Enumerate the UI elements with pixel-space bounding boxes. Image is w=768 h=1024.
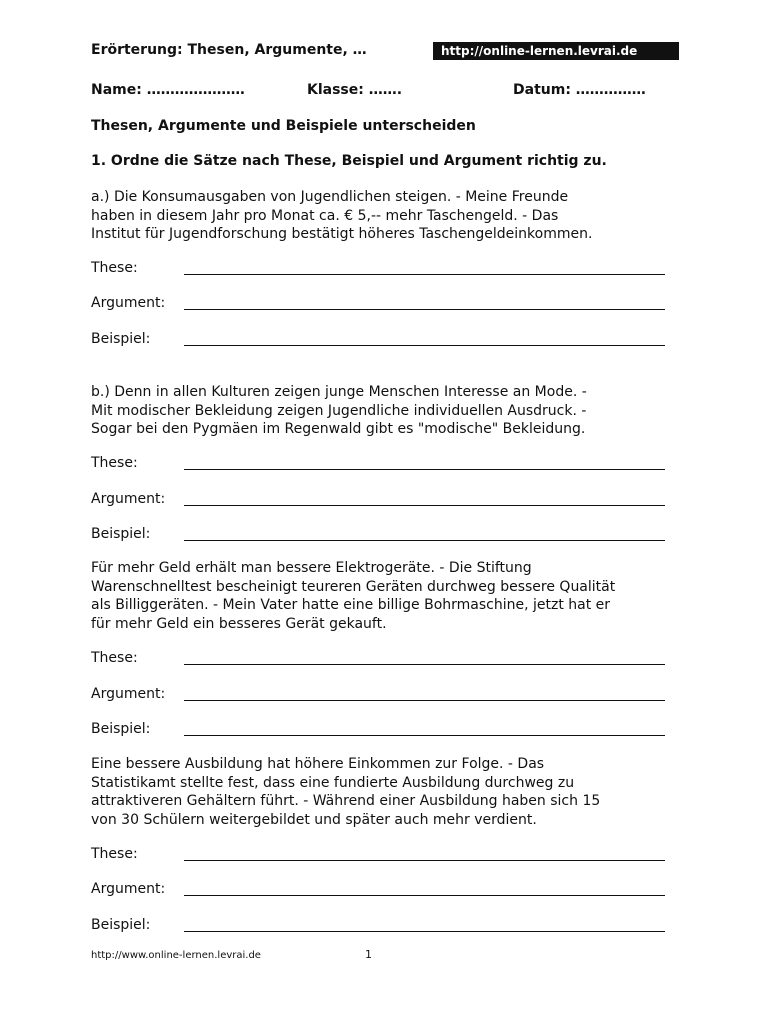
- exercise-line: als Billiggeräten. - Mein Vater hatte eine billige Bohrmaschine, jetzt hat er: [91, 597, 611, 613]
- answer-line[interactable]: [184, 505, 665, 506]
- exercise-line: von 30 Schülern weitergebildet und später auch mehr verdient.: [91, 811, 537, 828]
- klasse-field: Klasse: …….: [307, 82, 403, 98]
- answer-line[interactable]: [184, 345, 665, 346]
- worksheet-title: Erörterung: Thesen, Argumente, …: [91, 42, 367, 58]
- answer-line[interactable]: [184, 931, 665, 932]
- exercise-text: [91, 559, 681, 633]
- these-label: These:: [91, 455, 138, 471]
- exercise-text: [91, 383, 681, 439]
- datum-field: Datum: ……………: [513, 82, 646, 98]
- exercise-line: Mit modischer Bekleidung zeigen Jugendliche individuellen Ausdruck. -: [91, 402, 587, 419]
- answer-line[interactable]: [184, 309, 665, 310]
- answer-line[interactable]: [184, 664, 665, 665]
- argument-label: Argument:: [91, 295, 166, 311]
- these-label: These:: [91, 260, 138, 276]
- these-label: These:: [91, 650, 138, 666]
- name-field: Name: …………………: [91, 82, 245, 98]
- task-instruction: 1. Ordne die Sätze nach These, Beispiel und Argument richtig zu.: [91, 153, 607, 169]
- header-url-badge: http://online-lernen.levrai.de: [433, 42, 679, 60]
- exercise-line: a.) Die Konsumausgaben von Jugendlichen steigen. - Meine Freunde: [91, 189, 569, 205]
- answer-line[interactable]: [184, 700, 665, 701]
- beispiel-label: Beispiel:: [91, 526, 151, 542]
- argument-label: Argument:: [91, 491, 166, 507]
- exercise-line: Institut für Jugendforschung bestätigt höheres Taschengeldeinkommen.: [91, 226, 593, 242]
- exercise-text: [91, 755, 681, 829]
- answer-line[interactable]: [184, 895, 665, 896]
- answer-line[interactable]: [184, 274, 665, 275]
- exercise-line: b.) Denn in allen Kulturen zeigen junge Menschen Interesse an Mode. -: [91, 384, 587, 400]
- beispiel-label: Beispiel:: [91, 331, 151, 347]
- exercise-line: Sogar bei den Pygmäen im Regenwald gibt es "modische" Bekleidung.: [91, 421, 586, 437]
- these-label: These:: [91, 846, 138, 862]
- exercise-text: [91, 188, 681, 244]
- exercise-line: Warenschnelltest bescheinigt teureren Geräten durchweg bessere Qualität: [91, 578, 616, 595]
- exercise-line: Für mehr Geld erhält man bessere Elektrogeräte. - Die Stiftung: [91, 560, 532, 576]
- beispiel-label: Beispiel:: [91, 917, 151, 933]
- beispiel-label: Beispiel:: [91, 721, 151, 737]
- answer-line[interactable]: [184, 540, 665, 541]
- section-title: Thesen, Argumente und Beispiele unterscheiden: [91, 118, 476, 134]
- exercise-line: für mehr Geld ein besseres Gerät gekauft.: [91, 615, 387, 632]
- exercise-line: Statistikamt stellte fest, dass eine fundierte Ausbildung durchweg zu: [91, 774, 575, 791]
- argument-label: Argument:: [91, 686, 166, 702]
- answer-line[interactable]: [184, 469, 665, 470]
- answer-line[interactable]: [184, 735, 665, 736]
- exercise-line: attraktiveren Gehältern führt. - Während einer Ausbildung haben sich 15: [91, 793, 601, 809]
- exercise-line: haben in diesem Jahr pro Monat ca. € 5,-- mehr Taschengeld. - Das: [91, 207, 559, 224]
- exercise-line: Eine bessere Ausbildung hat höhere Einkommen zur Folge. - Das: [91, 756, 545, 772]
- argument-label: Argument:: [91, 881, 166, 897]
- answer-line[interactable]: [184, 860, 665, 861]
- page-number: 1: [365, 948, 372, 961]
- footer-url: http://www.online-lernen.levrai.de: [91, 950, 261, 961]
